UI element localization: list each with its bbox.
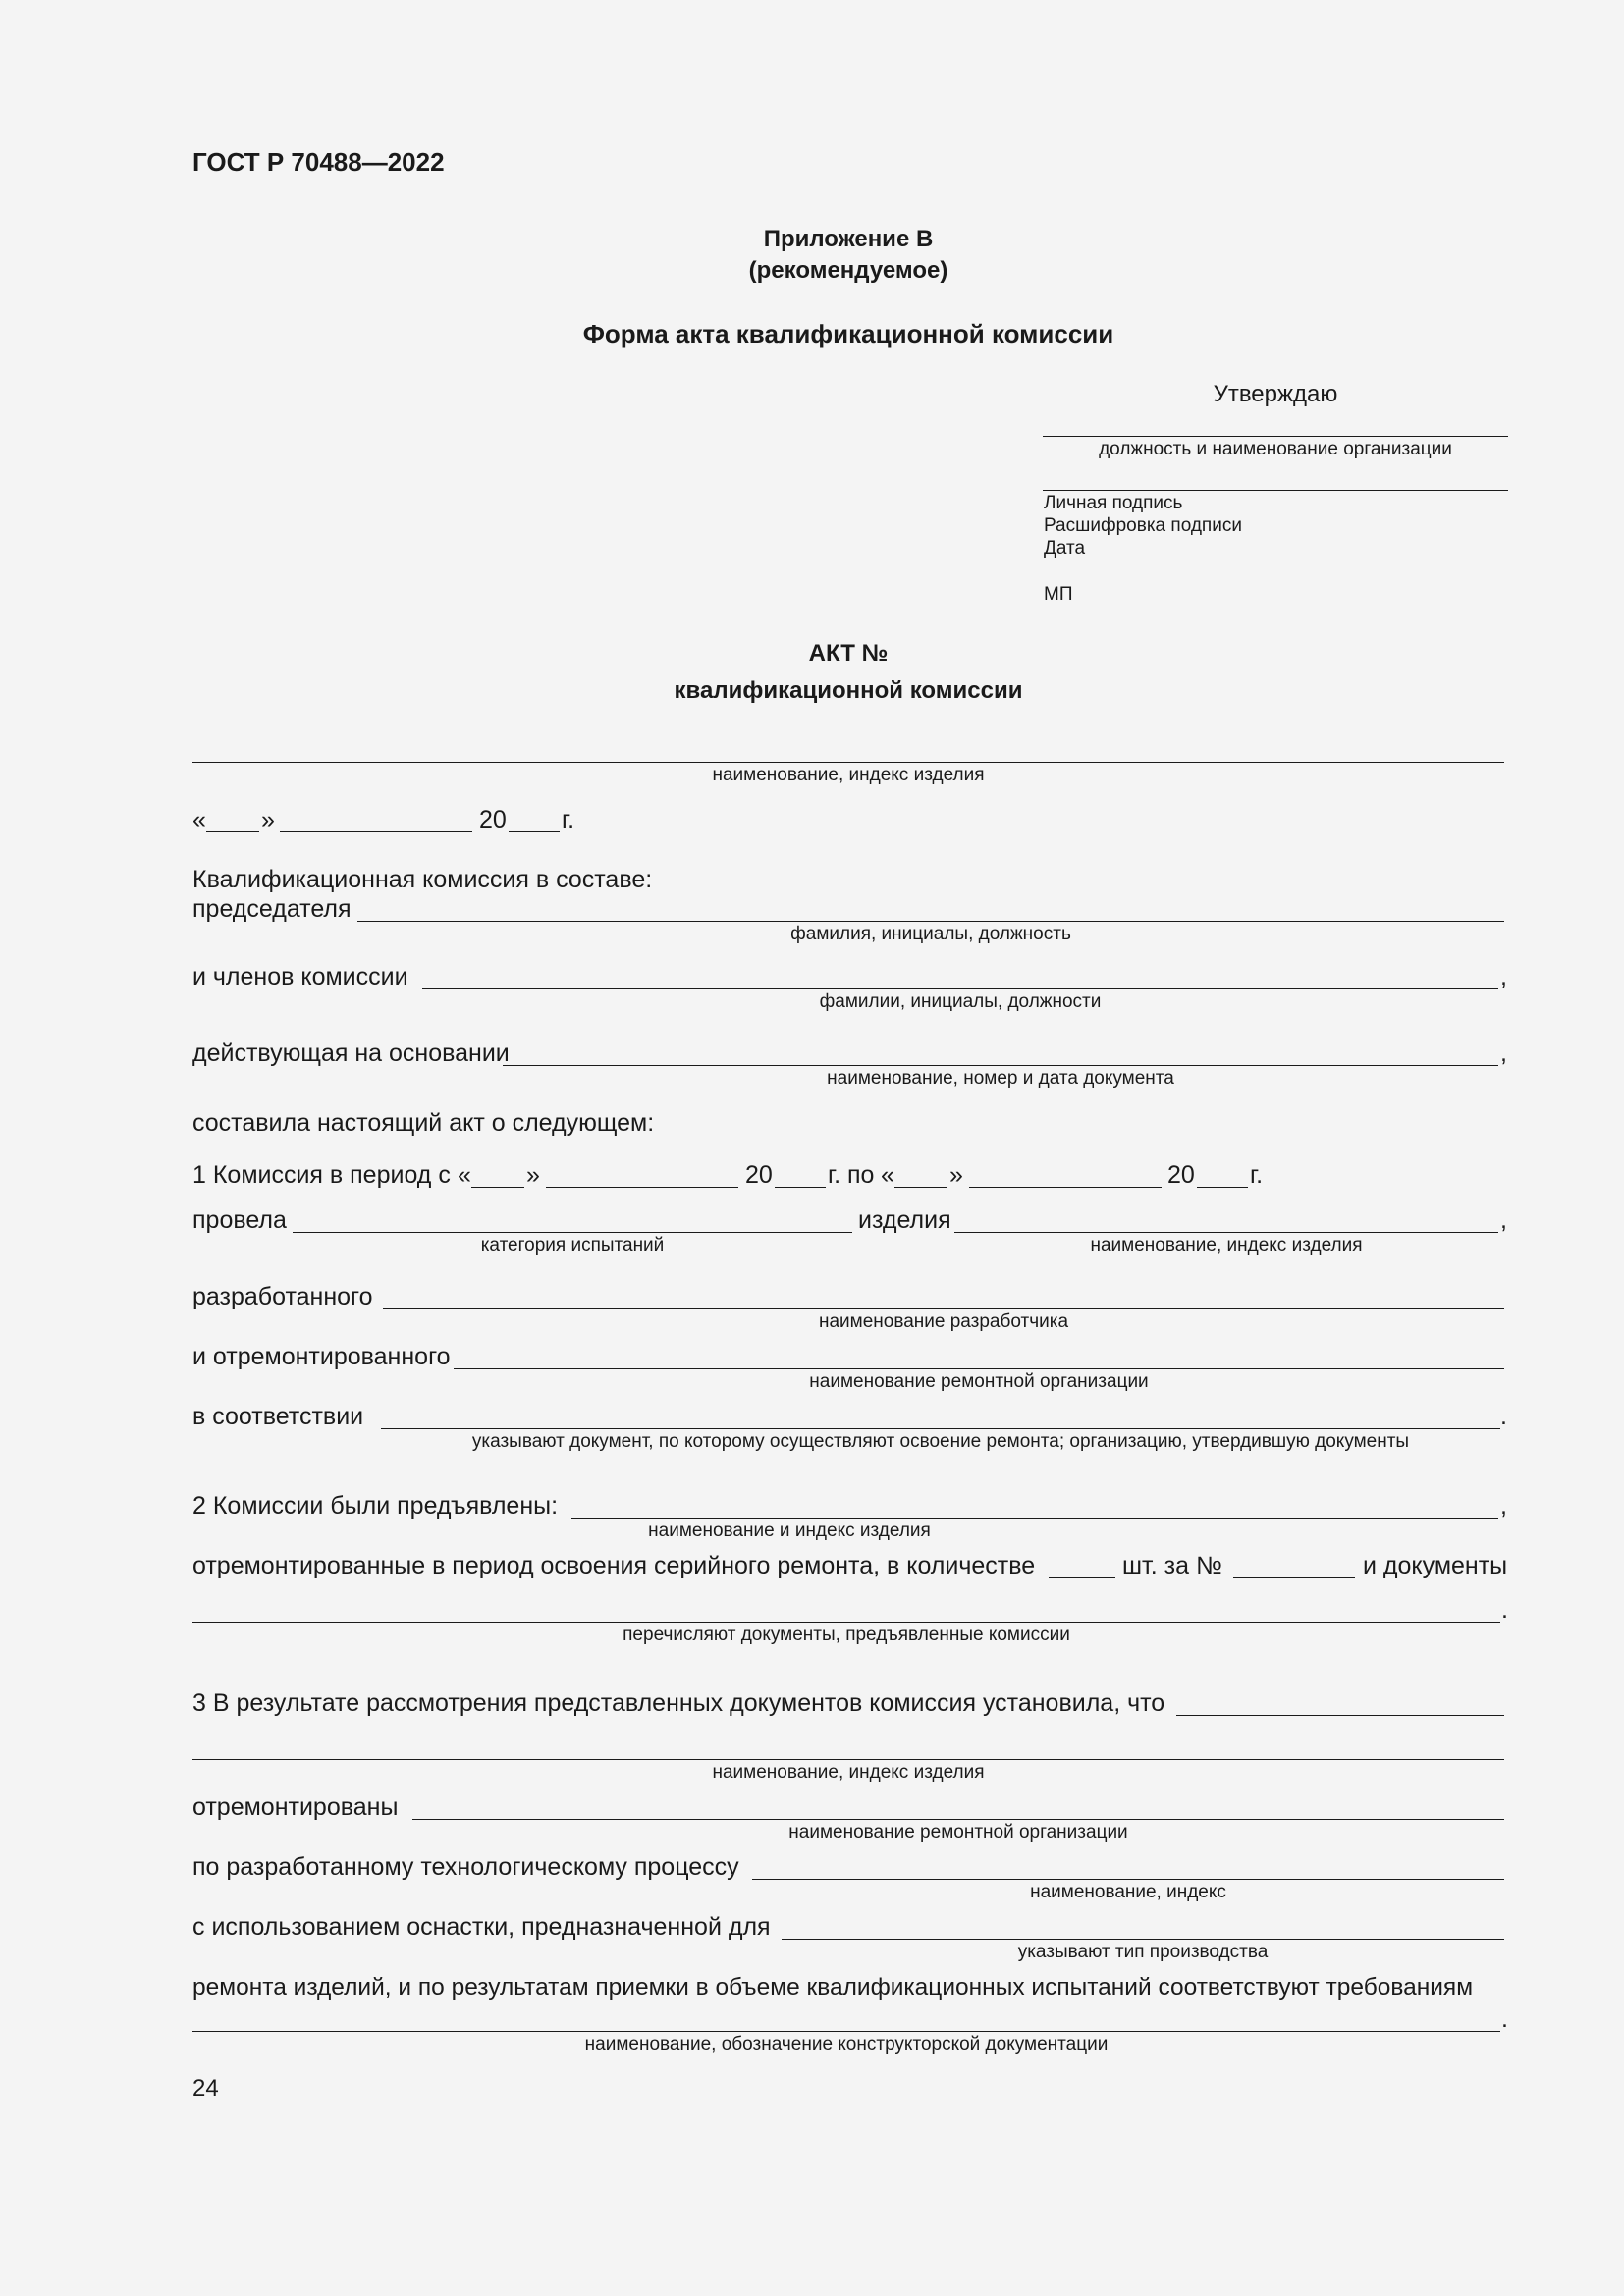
conducted-label: провела [192, 1206, 287, 1234]
basis-field[interactable] [503, 1065, 1498, 1066]
chairman-caption: фамилия, инициалы, должность [790, 924, 1071, 944]
tooling-caption: указывают тип производства [1017, 1942, 1269, 1962]
approve-signature-line[interactable] [1043, 490, 1508, 491]
p1-close-quote-1: » [526, 1161, 540, 1189]
act-subtitle: квалификационной комиссии [674, 677, 1023, 704]
p2-line-label: отремонтированные в период освоения серийного ремонта, в количестве [192, 1552, 1036, 1579]
repaired-pl-label: отремонтированы [192, 1793, 399, 1821]
tooling-field[interactable] [782, 1939, 1504, 1940]
p3-caption: наименование, индекс изделия [712, 1762, 985, 1783]
p2-quantity-field[interactable] [1049, 1577, 1115, 1578]
basis-comma: , [1500, 1040, 1507, 1067]
p3-product-field[interactable] [192, 1759, 1504, 1760]
month-field[interactable] [280, 831, 472, 832]
day-field[interactable] [206, 831, 259, 832]
product-caption-2: наименование, индекс изделия [1090, 1235, 1363, 1255]
p3-label: 3 В результате рассмотрения представленных документов комиссия установила, что [192, 1689, 1165, 1717]
form-title: Форма акта квалификационной комиссии [582, 319, 1114, 348]
developer-caption: наименование разработчика [818, 1311, 1069, 1332]
appendix-label: Приложение В [763, 226, 934, 252]
test-category-caption: категория испытаний [480, 1235, 665, 1255]
p2-field[interactable] [571, 1518, 1498, 1519]
final-caption: наименование, обозначение конструкторской документации [584, 2034, 1109, 2055]
members-caption: фамилии, инициалы, должности [819, 991, 1102, 1012]
p2-docs-period: . [1501, 1596, 1508, 1624]
test-category-field[interactable] [293, 1232, 852, 1233]
process-field[interactable] [752, 1879, 1504, 1880]
p2-caption: наименование и индекс изделия [648, 1521, 931, 1541]
basis-label: действующая на основании [192, 1040, 510, 1067]
p1-month-from[interactable] [546, 1187, 738, 1188]
product-field-2[interactable] [954, 1232, 1498, 1233]
final-line-label: ремонта изделий, и по результатам приемки в объеме квалификационных испытаний соответствуют требованиям [192, 1974, 1474, 2001]
date-open-quote: « [192, 806, 206, 833]
p2-docs-caption: перечисляют документы, предъявленные комиссии [623, 1625, 1070, 1645]
process-caption: наименование, индекс [1030, 1882, 1226, 1902]
p2-comma: , [1500, 1492, 1507, 1520]
compiled-label: составила настоящий акт о следующем: [192, 1109, 655, 1137]
product-line[interactable] [192, 762, 1504, 763]
members-label: и членов комиссии [192, 963, 408, 990]
p1-open-quote-1: « [458, 1161, 471, 1189]
p1-open-quote-2: « [881, 1161, 894, 1189]
act-title: АКТ № [808, 640, 889, 667]
p1-to: г. по [828, 1161, 875, 1189]
p2-docs-field[interactable] [192, 1622, 1500, 1623]
products-label: изделия [858, 1206, 951, 1234]
repair-org-field[interactable] [454, 1368, 1504, 1369]
p1-start: 1 Комиссия в период с [192, 1161, 451, 1189]
p1-day-to[interactable] [894, 1187, 947, 1188]
accordance-caption: указывают документ, по которому осуществляют освоение ремонта; организацию, утвердившую документы [471, 1431, 1410, 1452]
p1-year-to[interactable] [1197, 1187, 1248, 1188]
repaired-pl-field[interactable] [412, 1819, 1504, 1820]
commission-intro: Квалификационная комиссия в составе: [192, 866, 653, 893]
chairman-label: председателя [192, 895, 352, 923]
developed-label: разработанного [192, 1283, 373, 1310]
p2-number-field[interactable] [1233, 1577, 1355, 1578]
process-label: по разработанному технологическому процессу [192, 1853, 739, 1881]
seal-label: МП [1044, 584, 1073, 605]
date-label: Дата [1044, 538, 1086, 559]
repaired-label: и отремонтированного [192, 1343, 451, 1370]
accordance-field[interactable] [381, 1428, 1500, 1429]
repaired-pl-caption: наименование ремонтной организации [788, 1822, 1128, 1842]
page-number: 24 [192, 2075, 219, 2102]
standard-code: ГОСТ Р 70488—2022 [192, 147, 445, 177]
signature-decode-label: Расшифровка подписи [1044, 515, 1242, 536]
p2-label: 2 Комиссии были предъявлены: [192, 1492, 559, 1520]
products-comma: , [1500, 1206, 1507, 1234]
year-prefix: 20 [479, 806, 507, 833]
developer-field[interactable] [383, 1308, 1504, 1309]
year-suffix: г. [562, 806, 575, 833]
p1-day-from[interactable] [471, 1187, 524, 1188]
members-field[interactable] [422, 988, 1498, 989]
p2-pcs-label: шт. за № [1122, 1552, 1222, 1579]
appendix-status: (рекомендуемое) [748, 257, 948, 284]
approve-title: Утверждаю [1213, 381, 1338, 407]
chairman-field[interactable] [357, 921, 1504, 922]
p1-year-prefix-1: 20 [745, 1161, 773, 1189]
members-comma: , [1500, 963, 1507, 990]
approve-position-line[interactable] [1043, 436, 1508, 437]
final-period: . [1501, 2005, 1508, 2033]
year-field[interactable] [509, 831, 560, 832]
p1-year-prefix-2: 20 [1167, 1161, 1195, 1189]
product-caption: наименование, индекс изделия [712, 765, 985, 785]
p3-field-end[interactable] [1176, 1715, 1504, 1716]
repair-org-caption: наименование ремонтной организации [809, 1371, 1149, 1392]
p1-month-to[interactable] [969, 1187, 1162, 1188]
basis-caption: наименование, номер и дата документа [827, 1068, 1174, 1089]
tooling-label: с использованием оснастки, предназначенной для [192, 1913, 771, 1941]
final-field[interactable] [192, 2031, 1500, 2032]
p1-year-from[interactable] [775, 1187, 826, 1188]
date-close-quote: » [261, 806, 275, 833]
approve-position-caption: должность и наименование организации [1099, 439, 1452, 459]
p1-close-quote-2: » [949, 1161, 963, 1189]
personal-signature-label: Личная подпись [1044, 493, 1183, 513]
accordance-label: в соответствии [192, 1403, 364, 1430]
accordance-period: . [1500, 1403, 1507, 1430]
p1-year-suffix: г. [1250, 1161, 1264, 1189]
p2-docs-label: и документы [1363, 1552, 1508, 1579]
